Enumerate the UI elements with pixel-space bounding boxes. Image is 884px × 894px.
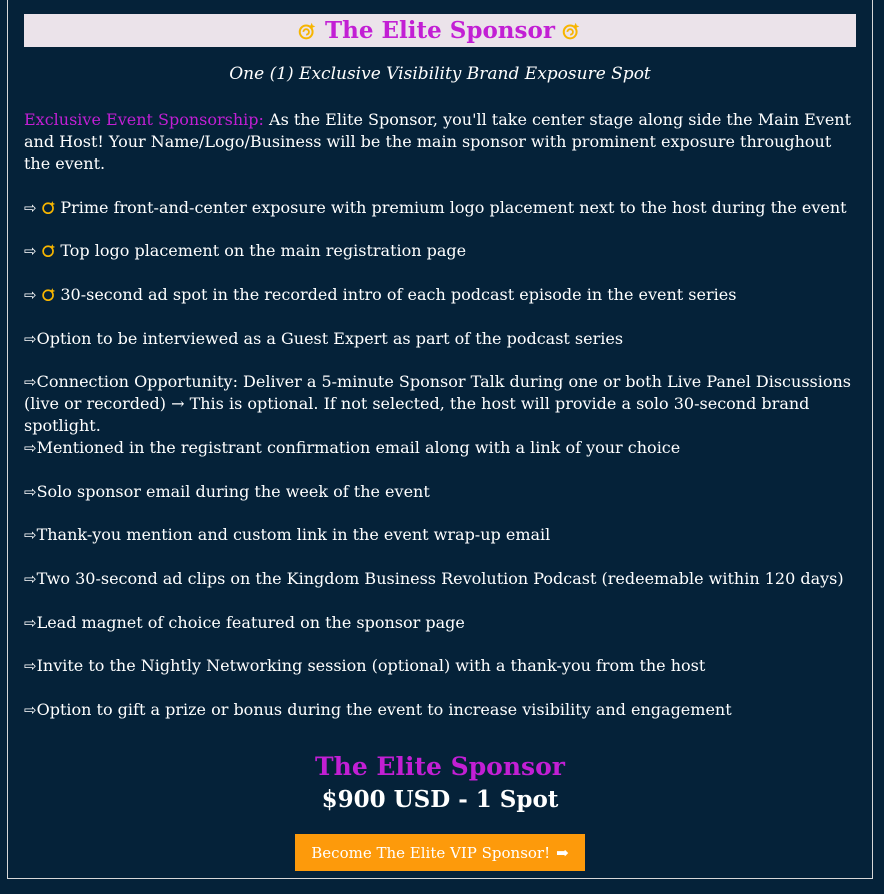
arrow-icon: ⇨ xyxy=(24,657,37,675)
arrow-icon: ⇨ xyxy=(24,701,37,719)
sparkle-icon xyxy=(41,286,58,303)
benefit-text: Connection Opportunity: Deliver a 5-minute Sponsor Talk during one or both Live Panel Discussions (live or recorded) → This is optional. If not selected, the host will provide a solo 30-second brand spotlight. xyxy=(24,372,852,435)
sparkle-icon xyxy=(561,20,583,42)
benefit-text: Thank-you mention and custom link in the event wrap-up email xyxy=(36,525,551,544)
arrow-icon: ⇨ xyxy=(24,614,37,632)
benefit-item xyxy=(24,524,862,546)
arrow-icon: ⇨ xyxy=(24,373,37,391)
intro-text: As the Elite Sponsor, you'll take center stage along side the Main Event and Host! Your Name/Logo/Business will be the main sponsor with prominent exposure throughout the event. xyxy=(24,110,852,173)
subtitle: One (1) Exclusive Visibility Brand Exposure Spot xyxy=(229,64,651,84)
benefit-text: Mentioned in the registrant confirmation email along with a link of your choice xyxy=(36,438,681,457)
benefit-text: Option to gift a prize or bonus during the event to increase visibility and engagement xyxy=(36,700,732,719)
benefit-item xyxy=(24,437,862,459)
benefit-item xyxy=(24,655,862,677)
benefit-text: Top logo placement on the main registration page xyxy=(60,241,467,260)
arrow-icon: ⇨ xyxy=(24,286,42,304)
benefit-item xyxy=(24,284,862,306)
intro-lead: Exclusive Event Sponsorship: xyxy=(24,110,264,129)
benefit-item xyxy=(24,240,862,262)
benefit-text: 30-second ad spot in the recorded intro of each podcast episode in the event series xyxy=(60,285,737,304)
arrow-icon: ⇨ xyxy=(24,330,37,348)
cta-label: Become The Elite VIP Sponsor! xyxy=(311,843,551,862)
price-label: $900 USD - 1 Spot xyxy=(321,786,559,813)
benefit-text: Lead magnet of choice featured on the sponsor page xyxy=(36,613,465,632)
sponsor-card xyxy=(7,0,873,879)
arrow-icon: ⇨ xyxy=(24,526,37,544)
benefit-item xyxy=(24,612,862,634)
pricing-title: The Elite Sponsor xyxy=(315,752,565,781)
arrow-icon: ⇨ xyxy=(24,570,37,588)
sparkle-icon xyxy=(41,199,58,216)
benefit-text: Prime front-and-center exposure with premium logo placement next to the host during the event xyxy=(60,198,847,217)
benefit-text: Solo sponsor email during the week of the event xyxy=(36,482,430,501)
benefit-item xyxy=(24,568,862,590)
benefit-item xyxy=(24,371,862,437)
title-bar xyxy=(24,14,856,47)
arrow-icon: ⇨ xyxy=(24,483,37,501)
arrow-right-icon: ➡ xyxy=(556,843,569,862)
benefit-text: Two 30-second ad clips on the Kingdom Business Revolution Podcast (redeemable within 120 days) xyxy=(36,569,844,588)
sparkle-icon xyxy=(297,20,319,42)
benefit-text: Option to be interviewed as a Guest Expert as part of the podcast series xyxy=(36,329,624,348)
page-title: The Elite Sponsor xyxy=(325,17,555,44)
arrow-icon: ⇨ xyxy=(24,199,42,217)
arrow-icon: ⇨ xyxy=(24,242,42,260)
sparkle-icon xyxy=(41,242,58,259)
benefit-text: Invite to the Nightly Networking session (optional) with a thank-you from the host xyxy=(36,656,706,675)
intro-paragraph xyxy=(24,109,858,175)
benefit-item xyxy=(24,699,862,721)
benefit-item xyxy=(24,481,862,503)
benefit-item xyxy=(24,328,862,350)
benefit-item xyxy=(24,197,862,219)
arrow-icon: ⇨ xyxy=(24,439,37,457)
become-sponsor-button[interactable] xyxy=(295,834,585,871)
